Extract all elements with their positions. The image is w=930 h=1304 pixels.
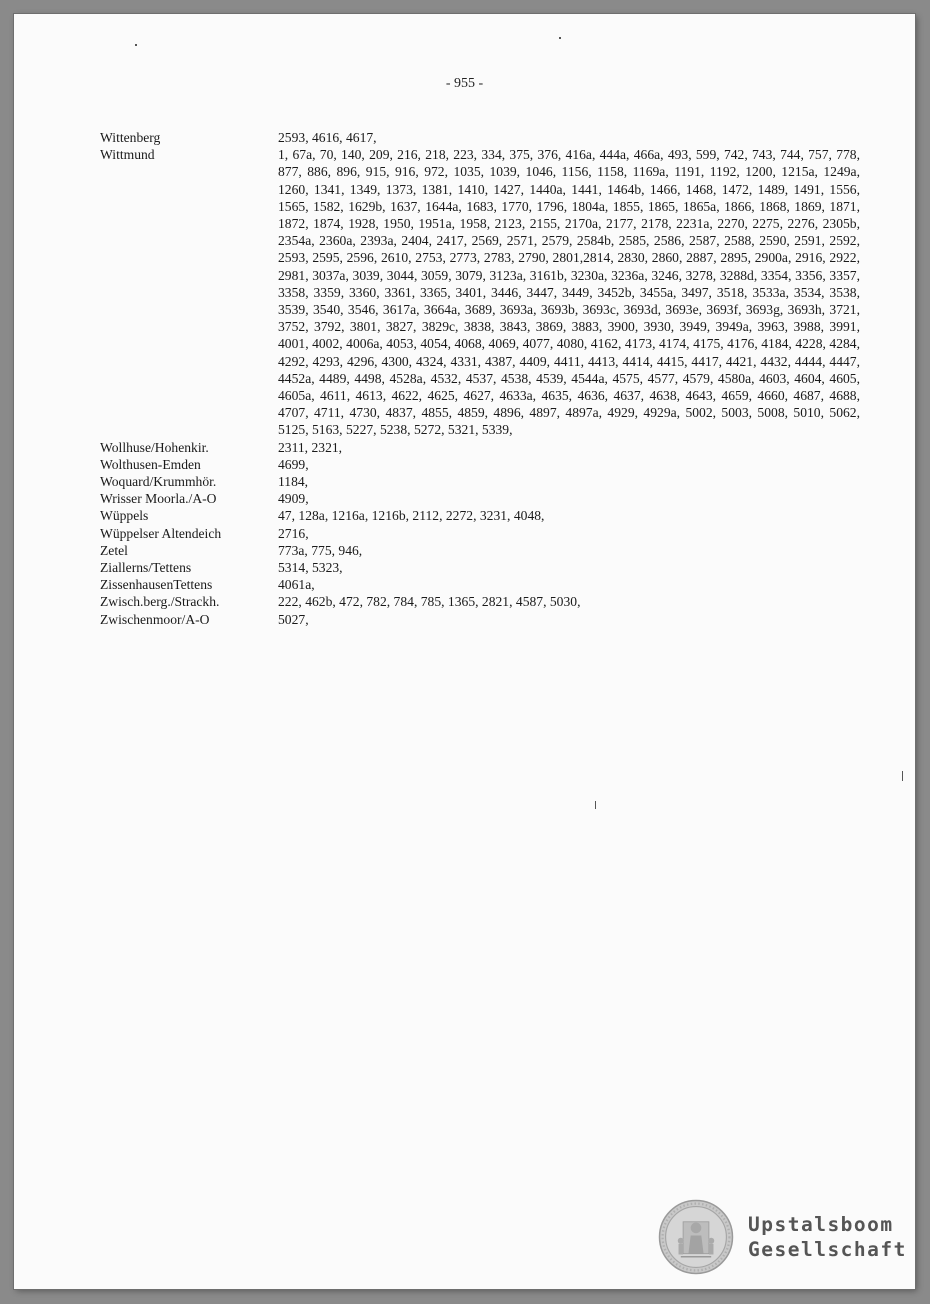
index-entry — [100, 525, 860, 542]
publisher-logo — [658, 1199, 907, 1275]
reference-numbers: 1184, — [278, 474, 309, 490]
index-entry — [100, 490, 860, 507]
index-entry — [100, 576, 860, 593]
index-entry — [100, 146, 860, 438]
index-entry — [100, 559, 860, 576]
index-entry — [100, 129, 860, 146]
reference-numbers: 4061a, — [278, 577, 315, 593]
document-page — [14, 14, 915, 1289]
reference-numbers: 47, 128a, 1216a, 1216b, 2112, 2272, 3231, 4048, — [278, 508, 545, 524]
place-name: Wollhuse/Hohenkir. — [100, 439, 209, 455]
place-name: Zwisch.berg./Strackh. — [100, 594, 220, 610]
index-entry — [100, 611, 860, 628]
reference-numbers: 5027, — [278, 611, 309, 627]
place-name: Ziallerns/Tettens — [100, 560, 192, 576]
place-name: Zetel — [100, 542, 128, 558]
publisher-name — [748, 1212, 907, 1262]
reference-numbers: 773a, 775, 946, — [278, 542, 363, 558]
index-entry — [100, 473, 860, 490]
reference-numbers: 4699, — [278, 456, 309, 472]
place-name: Wittenberg — [100, 130, 161, 145]
place-name: Zwischenmoor/A-O — [100, 611, 210, 627]
seal-icon — [658, 1199, 734, 1275]
reference-numbers: 2593, 4616, 4617, — [278, 130, 377, 145]
place-name: Wolthusen-Emden — [100, 456, 201, 472]
index-entry — [100, 456, 860, 473]
publisher-name-line1: Upstalsboom — [748, 1213, 894, 1236]
place-name: Wrisser Moorla./A-O — [100, 491, 217, 507]
index-entry — [100, 507, 860, 524]
page-number: - 955 - — [445, 76, 484, 91]
reference-numbers: 4909, — [278, 491, 309, 507]
place-name: Wüppelser Altendeich — [100, 525, 222, 541]
place-name: Wüppels — [100, 508, 149, 524]
index-entry — [100, 593, 860, 610]
reference-numbers: 1, 67a, 70, 140, 209, 216, 218, 223, 334, 375, 376, 416a, 444a, 466a, 493, 599, 742, 743, 744, 757, 778, 877, 886, 896, 915, 916, 972, 1035, 1039, 1046, 1156, 1158, 1169a, 1191, 1192, 1200, 1215a, 1249a, 1260, 1341, 1349, 1373, 1381, 1410, 1427, 1440a, 1441, 1464b, 1466, 1468, 1472, 1489, 1491, 1556, 1565, 1582, 1629b, 1637, 1644a, 1683, 1770, 1796, 1804a, 1855, 1865, 1865a, 1866, 1868, 1869, 1871, 1872, 1874, 1928, 1950, 1951a, 1958, 2123, 2155, 2170a, 2177, 2178, 2231a, 2270, 2275, 2276, 2305b, 2354a, 2360a, 2393a, 2404, 2417, 2569, 2571, 2579, 2584b, 2585, 2586, 2587, 2588, 2590, 2591, 2592, 2593, 2595, 2596, 2610, 2753, 2773, 2783, 2790, 2801,2814, 2830, 2860, 2887, 2895, 2900a, 2916, 2922, 2981, 3037a, 3039, 3044, 3059, 3079, 3123a, 3161b, 3230a, 3236a, 3246, 3278, 3288d, 3354, 3356, 3357, 3358, 3359, 3360, 3361, 3365, 3401, 3446, 3447, 3449, 3452b, 3455a, 3497, 3518, 3533a, 3534, 3538, 3539, 3540, 3546, 3617a, 3664a, 3689, 3693a, 3693b, 3693c, 3693d, 3693e, 3693f, 3693g, 3693h, 3721, 3752, 3792, 3801, 3827, 3829c, 3838, 3843, 3869, 3883, 3900, 3930, 3949, 3949a, 3963, 3988, 3991, 4001, 4002, 4006a, 4053, 4054, 4068, 4069, 4077, 4080, 4162, 4173, 4174, 4175, 4176, 4184, 4228, 4284, 4292, 4293, 4296, 4300, 4324, 4331, 4387, 4409, 4411, 4413, 4414, 4415, 4417, 4421, 4432, 4444, 4447, 4452a, 4489, 4498, 4528a, 4532, 4537, 4538, 4539, 4544a, 4575, 4577, 4579, 4580a, 4603, 4604, 4605, 4605a, 4611, 4613, 4622, 4625, 4627, 4633a, 4635, 4636, 4637, 4638, 4643, 4659, 4660, 4687, 4688, 4707, 4711, 4730, 4837, 4855, 4859, 4896, 4897, 4897a, 4929, 4929a, 5002, 5003, 5008, 5010, 5062, 5125, 5163, 5227, 5238, 5272, 5321, 5339, — [278, 147, 860, 438]
reference-numbers: 5314, 5323, — [278, 560, 343, 576]
place-name: Wittmund — [100, 147, 155, 163]
publisher-name-line2: Gesellschaft — [748, 1238, 907, 1261]
index-entry — [100, 542, 860, 559]
reference-numbers: 2311, 2321, — [278, 439, 343, 455]
place-index — [100, 129, 860, 628]
place-name: Woquard/Krummhör. — [100, 474, 217, 490]
place-name: ZissenhausenTettens — [100, 577, 213, 593]
index-entry — [100, 439, 860, 456]
reference-numbers: 2716, — [278, 525, 309, 541]
reference-numbers: 222, 462b, 472, 782, 784, 785, 1365, 2821, 4587, 5030, — [278, 594, 581, 610]
